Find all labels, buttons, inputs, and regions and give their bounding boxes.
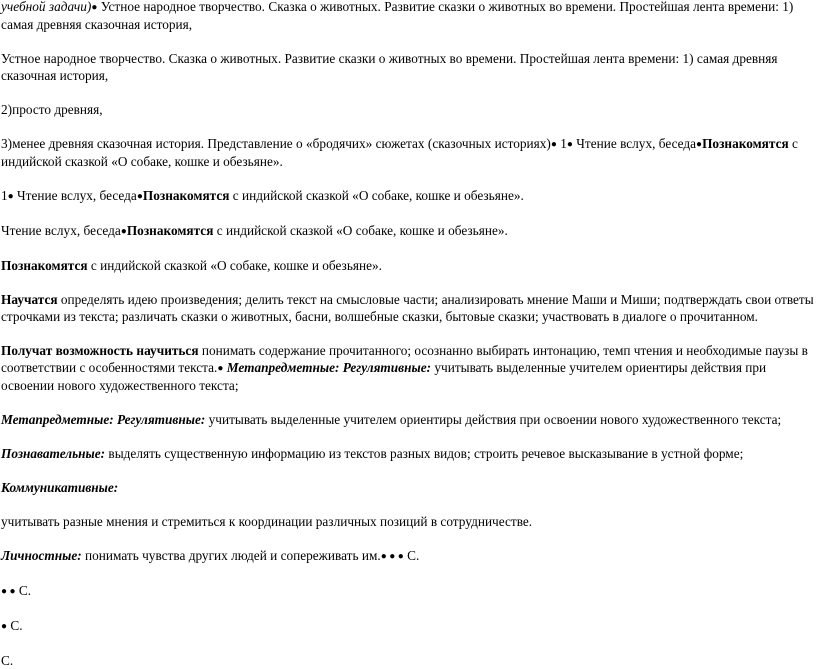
bold-italic-term: Метапредметные: Регулятивные: (223, 360, 432, 375)
paragraph-4 (1, 135, 815, 170)
bold-term: Познакомятся (142, 188, 230, 203)
paragraph-10 (1, 411, 815, 428)
paragraph-text: учитывать разные мнения и стремиться к координации различных позиций в сотрудничестве. (1, 514, 533, 529)
bold-italic-term: Познавательные: (1, 446, 106, 461)
bullet-icon: ● (136, 191, 143, 202)
paragraph-text: учитывать выделенные учителем ориентиры действия при освоении нового художественного текста; (1, 360, 767, 393)
bold-italic-term: Личностные: (1, 548, 82, 563)
paragraph-text: Чтение вслух, беседа (1, 223, 121, 238)
bold-term: Научатся (1, 292, 58, 307)
paragraph-text: понимать чувства других людей и сопереживать им. (81, 548, 381, 563)
italic-lead: учебной задачи) (1, 0, 92, 14)
paragraph-5 (1, 187, 815, 205)
paragraph-8 (1, 291, 815, 325)
paragraph-13 (1, 513, 815, 530)
paragraph-14 (1, 547, 815, 565)
bold-italic-term: Метапредметные: Регулятивные: (1, 412, 206, 427)
paragraph-17 (1, 652, 815, 669)
paragraph-text: Устное народное творчество. Сказка о животных. Развитие сказки о животных во времени. Простейшая лента времени: 1) самая древняя сказочная история, (1, 51, 778, 83)
document-body (1, 0, 815, 669)
bullet-icon: ● (217, 363, 224, 374)
paragraph-text: С. (1, 653, 14, 668)
paragraph-text: С. (15, 583, 32, 598)
paragraph-15 (1, 582, 815, 600)
bold-term: Познакомятся (1, 258, 88, 273)
paragraph-1 (1, 0, 815, 33)
paragraph-text: 1 (1, 188, 8, 203)
paragraph-text: Устное народное творчество. Сказка о животных. Развитие сказки о животных во времени. Простейшая лента времени: 1) самая древняя сказочная история, (1, 0, 794, 32)
bullet-icon: ● (696, 139, 703, 150)
bold-term: Познакомятся (702, 136, 789, 151)
paragraph-7 (1, 257, 815, 274)
bullet-icon: ● (566, 139, 573, 150)
bullet-icon: ● (120, 226, 127, 237)
bold-italic-term: Коммуникативные: (1, 480, 119, 495)
bullet-icon: ● (1, 621, 8, 632)
paragraph-text: 3)менее древняя сказочная история. Представление о «бродячих» сюжетах (сказочных историях) (1, 136, 551, 151)
paragraph-text: с индийской сказкой «О собаке, кошке и обезьяне». (87, 258, 382, 273)
bullet-icon: ● (550, 139, 557, 150)
paragraph-3 (1, 101, 815, 118)
bullet-icon: ● ● ● (380, 551, 404, 562)
paragraph-text: с индийской сказкой «О собаке, кошке и обезьяне». (1, 136, 798, 169)
paragraph-text: Чтение вслух, беседа (572, 136, 697, 151)
bullet-icon: ● ● (1, 586, 16, 597)
paragraph-text: 1 (556, 136, 567, 151)
paragraph-text: определять идею произведения; делить текст на смысловые части; анализировать мнение Маши и Миши; подтверждать свои ответы строчками из текста; различать сказки о животных, басни, волшебные сказки, бытовые сказки; участвовать в диалоге о прочитанном. (1, 292, 814, 324)
paragraph-2 (1, 50, 815, 84)
paragraph-text: с индийской сказкой «О собаке, кошке и обезьяне». (213, 223, 508, 238)
paragraph-6 (1, 222, 815, 240)
paragraph-12 (1, 479, 815, 496)
paragraph-text: Чтение вслух, беседа (13, 188, 137, 203)
paragraph-text: понимать содержание прочитанного; осознанно выбирать интонацию, темп чтения и необходимые паузы в соответствии с особенностями текста. (1, 343, 808, 375)
bullet-icon: ● (91, 2, 98, 13)
paragraph-16 (1, 617, 815, 635)
bold-term: Познакомятся (126, 223, 214, 238)
paragraph-text: С. (403, 548, 420, 563)
paragraph-text: 2)просто древняя, (1, 102, 103, 117)
paragraph-11 (1, 445, 815, 462)
bullet-icon: ● (7, 191, 14, 202)
paragraph-text: учитывать выделенные учителем ориентиры действия при освоении нового художественного текста; (205, 412, 782, 427)
paragraph-text: выделять существенную информацию из текстов разных видов; строить речевое высказывание в устной форме; (105, 446, 744, 461)
paragraph-text: С. (7, 618, 23, 633)
bold-term: Получат возможность научиться (1, 343, 199, 358)
paragraph-9 (1, 342, 815, 394)
paragraph-text: с индийской сказкой «О собаке, кошке и обезьяне». (229, 188, 524, 203)
